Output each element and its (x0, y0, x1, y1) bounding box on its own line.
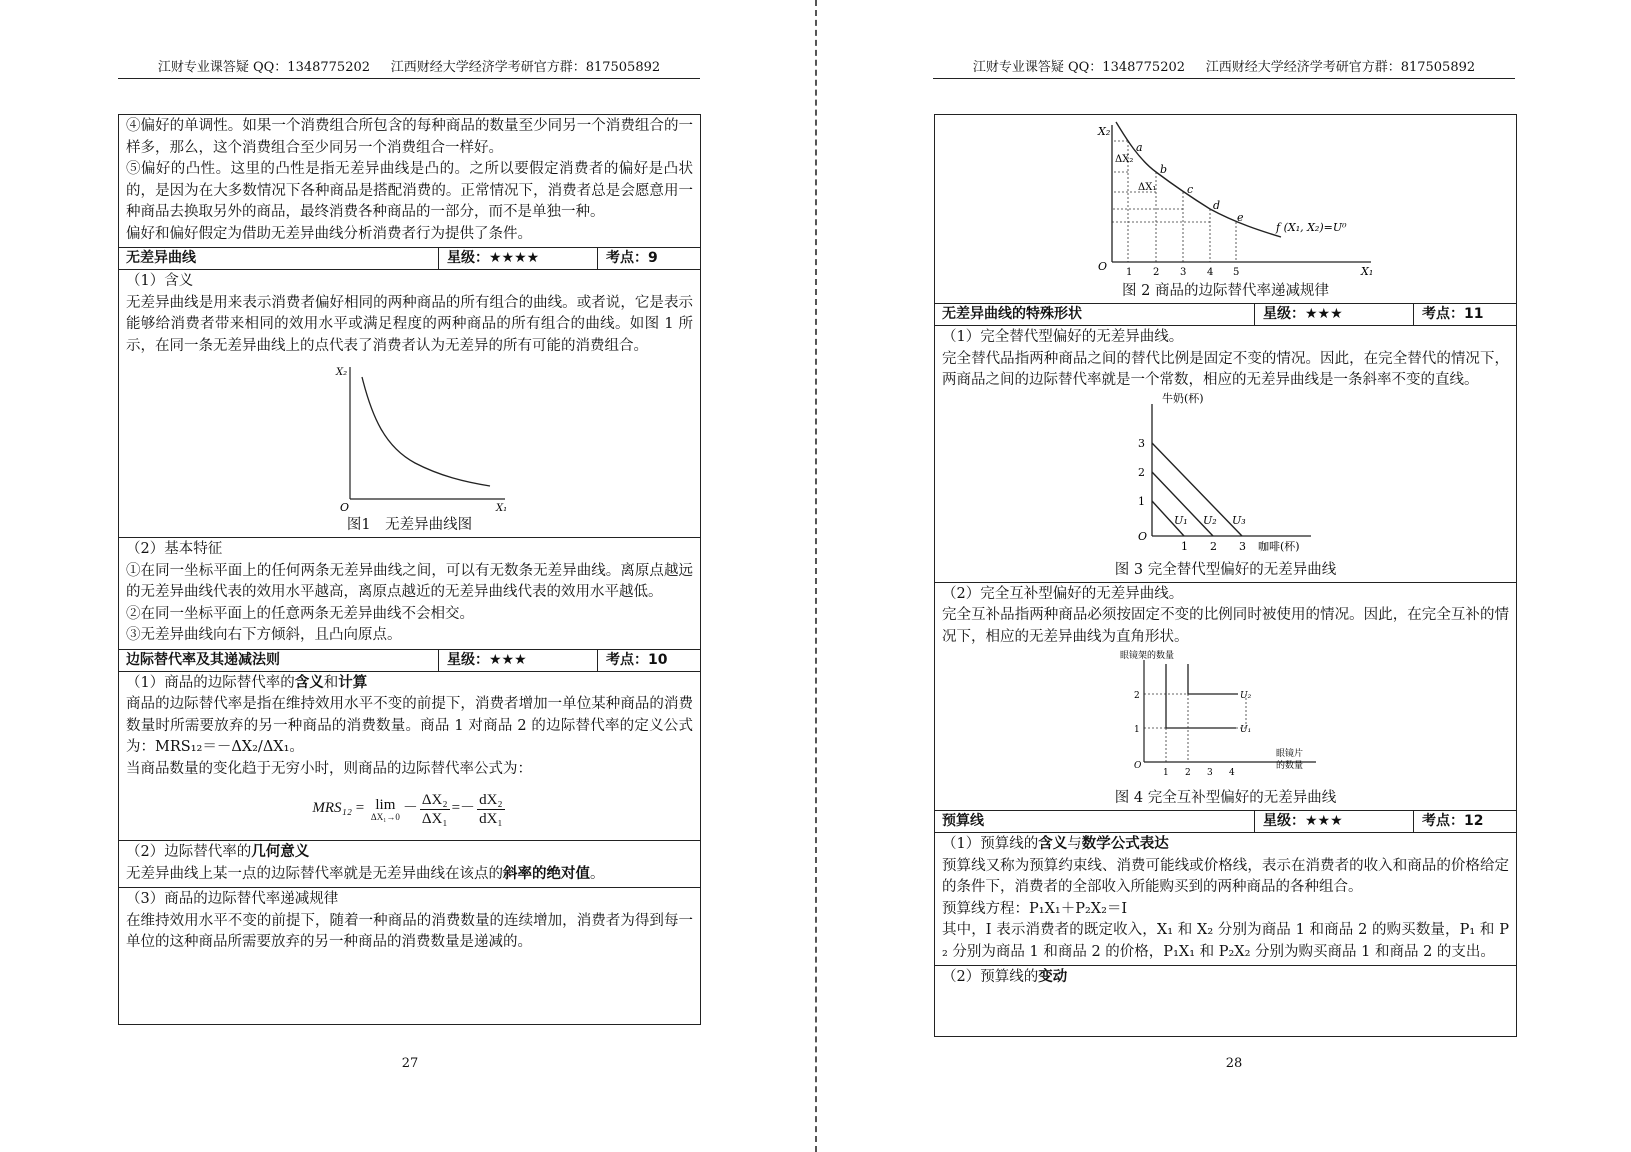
heading-text: 与 (1067, 836, 1082, 852)
section-heading: （1）完全替代型偏好的无差异曲线。 (942, 329, 1184, 345)
heading-keyword: 变动 (1038, 969, 1068, 985)
paragraph: 在维持效用水平不变的前提下，随着一种商品的消费数量的连续增加，消费者为得到每一单位的这种商品所需要放弃的另一种商品的消费数量是递减的。 (126, 912, 693, 950)
x-tick: 4 (1228, 768, 1235, 778)
point-label: b (1159, 163, 1167, 176)
figure-3-perfect-substitutes (1116, 392, 1336, 560)
page-number: 27 (401, 1056, 419, 1071)
figure-2-section (935, 115, 1516, 304)
x-axis-label: 眼镜片 (1275, 749, 1303, 759)
x-tick: 4 (1206, 267, 1213, 278)
section-heading: （2）完全互补型偏好的无差异曲线。 (942, 585, 1184, 602)
figure-caption: 图1 无差异曲线图 (346, 517, 473, 533)
page-header (933, 58, 1515, 79)
y-tick: 1 (1137, 494, 1145, 508)
intro-section (119, 115, 700, 248)
section-perfect-complements (935, 583, 1516, 812)
page-divider (815, 0, 817, 1152)
point-label: d (1212, 199, 1220, 212)
paragraph: ⑤偏好的凸性。这里的凸性是指无差异曲线是凸的。之所以要假定消费者的偏好是凸状的，是因为在大多数情况下各种商品是搭配消费的。正常情况下，消费者总是会愿意用一种商品去换取另外的商品，最终消费各种商品的一部分，而不是单独一种。 (126, 161, 693, 220)
figure-2-mrs-diminishing (1076, 117, 1376, 281)
section-heading (126, 842, 693, 864)
page-27 (0, 0, 815, 1152)
x-axis-label: 咖啡(杯) (1257, 539, 1300, 553)
y-tick: 2 (1133, 691, 1140, 701)
paragraph: 无差异曲线是用来表示消费者偏好相同的两种商品的所有组合的曲线。或者说，它是表示能够给消费者带来相同的效用水平或满足程度的两种商品的所有组合的曲线。如图 1 所示，在同一条无差异曲线上的点代表了消费者认为无差异的所有可能的消费组合。 (126, 294, 693, 354)
topic-row-indifference-curve (119, 248, 700, 270)
origin-label: O (1097, 260, 1107, 273)
paragraph: 偏好和偏好假定为借助无差异曲线分析消费者行为提供了条件。 (126, 225, 532, 242)
origin-label: O (339, 501, 349, 514)
formula-fraction-derivative (477, 791, 505, 828)
content-table (934, 114, 1517, 1037)
x-tick: 2 (1209, 539, 1217, 553)
header-qq: 江财专业课答疑 QQ：1348775202 (972, 60, 1186, 75)
figure-1-indifference-curve (310, 357, 510, 515)
y-axis-label: X₂ (335, 367, 347, 378)
topic-row-budget-line (935, 811, 1516, 833)
topic-row-special-shapes (935, 304, 1516, 326)
curve-label: U₁ (1173, 513, 1188, 527)
topic-point: 考点：9 (606, 250, 658, 266)
topic-title: 无差异曲线的特殊形状 (935, 304, 1255, 325)
content-table (118, 114, 701, 1025)
x-tick: 1 (1162, 768, 1169, 778)
paragraph: 其中，I 表示消费者的既定收入，X₁ 和 X₂ 分别为商品 1 和商品 2 的购买数量，P₁ 和 P₂ 分别为商品 1 和商品 2 的价格，P₁X₁ 和 P₂X₂ 分别为购买商品 1 和商品 2 的支出。 (942, 922, 1509, 960)
topic-star-rating: 星级：★★★★ (439, 248, 598, 269)
heading-text: （1）预算线的 (942, 836, 1039, 852)
heading-keyword: 数学公式表达 (1081, 836, 1169, 852)
point-label: a (1135, 141, 1143, 154)
curve-label: f (X₁, X₂)=U⁰ (1275, 221, 1347, 234)
paragraph: ①在同一坐标平面上的任何两条无差异曲线之间，可以有无数条无差异曲线。离原点越远的无差异曲线代表的效用水平越高，离原点越近的无差异曲线代表的效用水平越低。 (126, 562, 693, 600)
section-mrs-geometry (119, 841, 700, 888)
curve-label: U₂ (1202, 513, 1217, 527)
section-heading (942, 834, 1509, 856)
paragraph (126, 864, 693, 886)
paragraph: 预算线又称为预算约束线、消费可能线或价格线，表示在消费者的收入和商品的价格给定的条件下，消费者的全部收入所能购买到的两种商品的各种组合。 (942, 857, 1509, 895)
topic-title: 无差异曲线 (119, 248, 439, 269)
y-axis-label: X₂ (1097, 125, 1110, 138)
page-header (118, 58, 700, 79)
fraction-denominator: ΔX₁ (421, 810, 448, 827)
formula-lhs: MRS₁₂ (312, 800, 352, 817)
formula-limit (371, 797, 400, 822)
topic-star-rating: 星级：★★★ (1255, 811, 1414, 832)
x-tick: 3 (1238, 539, 1246, 553)
curve-label: U₂ (1239, 691, 1251, 701)
heading-keyword: 计算 (338, 674, 368, 691)
x-tick: 1 (1125, 267, 1132, 278)
mrs-limit-formula: MRS₁₂ = lim ΔX₁→0 － $\frac{\text{ΔX₂}}{\text{ΔX₁}}$ =－ $\frac{\text{dX₂}}{\text{dX₁}}$ (312, 791, 503, 827)
page-28 (818, 0, 1631, 1152)
y-tick: 2 (1137, 465, 1145, 479)
section-heading (942, 967, 1509, 989)
header-group: 江西财经大学经济学考研官方群：817505892 (1205, 60, 1476, 75)
heading-text: （1）商品的边际替代率的 (126, 674, 295, 691)
x-tick: 2 (1152, 267, 1159, 278)
limit-label: lim (375, 796, 396, 813)
section-budget-shift (935, 966, 1516, 991)
section-perfect-substitutes (935, 326, 1516, 583)
x-tick: 5 (1232, 267, 1239, 278)
origin-label: O (1133, 761, 1141, 771)
curve-label: U₁ (1239, 725, 1251, 735)
heading-text: （2）边际替代率的 (126, 844, 252, 860)
x-tick: 3 (1206, 768, 1213, 778)
paragraph: 完全互补品指两种商品必须按固定不变的比例同时被使用的情况。因此，在完全互补的情况下，相应的无差异曲线为直角形状。 (942, 607, 1509, 645)
delta-x2-label: ΔX₂ (1114, 154, 1133, 165)
header-group: 江西财经大学经济学考研官方群：817505892 (390, 60, 661, 75)
origin-label: O (1137, 529, 1147, 543)
section-heading: （1）含义 (126, 273, 194, 289)
heading-keyword: 含义 (294, 674, 324, 691)
x-tick: 1 (1180, 539, 1188, 553)
figure-caption: 图 2 商品的边际替代率递减规律 (1122, 283, 1329, 299)
topic-star-rating: 星级：★★★ (439, 650, 598, 671)
paragraph: ③无差异曲线向右下方倾斜，且凸向原点。 (126, 627, 402, 643)
figure-caption: 图 3 完全替代型偏好的无差异曲线 (1114, 561, 1337, 578)
x-tick: 3 (1179, 267, 1186, 278)
section-features (119, 538, 700, 650)
section-budget-definition (935, 833, 1516, 966)
paragraph-keyword: 斜率的绝对值 (503, 865, 590, 882)
topic-star-rating: 星级：★★★ (1255, 304, 1414, 325)
section-heading (126, 673, 693, 695)
figure-4-perfect-complements (1116, 648, 1336, 788)
topic-row-mrs (119, 650, 700, 672)
limit-subscript: ΔX₁→0 (370, 811, 400, 822)
heading-text: （2）预算线的 (942, 969, 1039, 985)
fraction-denominator: dX₁ (479, 810, 503, 827)
x-axis-label: X₁ (495, 503, 507, 514)
topic-title: 边际替代率及其递减法则 (119, 650, 439, 671)
paragraph: ④偏好的单调性。如果一个消费组合所包含的每种商品的数量至少同另一个消费组合的一样多，那么，这个消费组合至少同另一个消费组合一样好。 (126, 118, 693, 156)
section-mrs-definition (119, 672, 700, 842)
paragraph: 当商品数量的变化趋于无穷小时，则商品的边际替代率公式为： (126, 760, 532, 777)
paragraph-text: 。 (590, 865, 605, 882)
y-axis-label: 眼镜架的数量 (1119, 651, 1174, 661)
budget-equation: 预算线方程：P₁X₁＋P₂X₂＝I (942, 900, 1128, 917)
header-qq: 江财专业课答疑 QQ：1348775202 (157, 60, 371, 75)
section-meaning (119, 270, 700, 538)
page-number: 28 (1225, 1056, 1243, 1071)
heading-text: 和 (323, 674, 339, 691)
fraction-numerator: ΔX₂ (421, 791, 448, 808)
x-axis-label: 的数量 (1275, 761, 1303, 771)
y-tick: 3 (1137, 436, 1145, 450)
topic-point: 考点：12 (1422, 813, 1484, 829)
topic-point: 考点：11 (1422, 306, 1484, 322)
paragraph: ②在同一坐标平面上的任意两条无差异曲线不会相交。 (126, 605, 474, 622)
y-axis-label: 牛奶(杯) (1161, 391, 1204, 405)
point-label: e (1236, 211, 1244, 224)
topic-title: 预算线 (935, 811, 1255, 832)
x-axis-label: X₁ (1360, 265, 1373, 278)
section-mrs-diminishing (119, 888, 700, 956)
figure-caption: 图 4 完全互补型偏好的无差异曲线 (1114, 790, 1337, 806)
point-label: c (1186, 183, 1193, 196)
formula-fraction-delta (420, 791, 450, 828)
curve-label: U₃ (1231, 513, 1246, 527)
paragraph-text: 无差异曲线上某一点的边际替代率就是无差异曲线在该点的 (126, 865, 503, 882)
delta-x1-label: ΔX₁ (1137, 182, 1156, 193)
heading-keyword: 含义 (1038, 836, 1068, 852)
section-heading: （3）商品的边际替代率递减规律 (126, 891, 339, 907)
x-tick: 2 (1184, 768, 1191, 778)
paragraph: 商品的边际替代率是指在维持效用水平不变的前提下，消费者增加一单位某种商品的消费数量时所需要放弃的另一种商品的消费数量。商品 1 对商品 2 的边际替代率的定义公式为：MRS₁₂＝－ΔX₂/ΔX₁。 (126, 696, 693, 755)
y-tick: 1 (1133, 725, 1140, 735)
section-heading: （2）基本特征 (126, 541, 223, 557)
heading-keyword: 几何意义 (251, 844, 310, 860)
paragraph: 完全替代品指两种商品之间的替代比例是固定不变的情况。因此，在完全替代的情况下，两商品之间的边际替代率就是一个常数，相应的无差异曲线是一条斜率不变的直线。 (942, 350, 1509, 388)
fraction-numerator: dX₂ (479, 791, 503, 808)
topic-point: 考点：10 (606, 651, 668, 668)
